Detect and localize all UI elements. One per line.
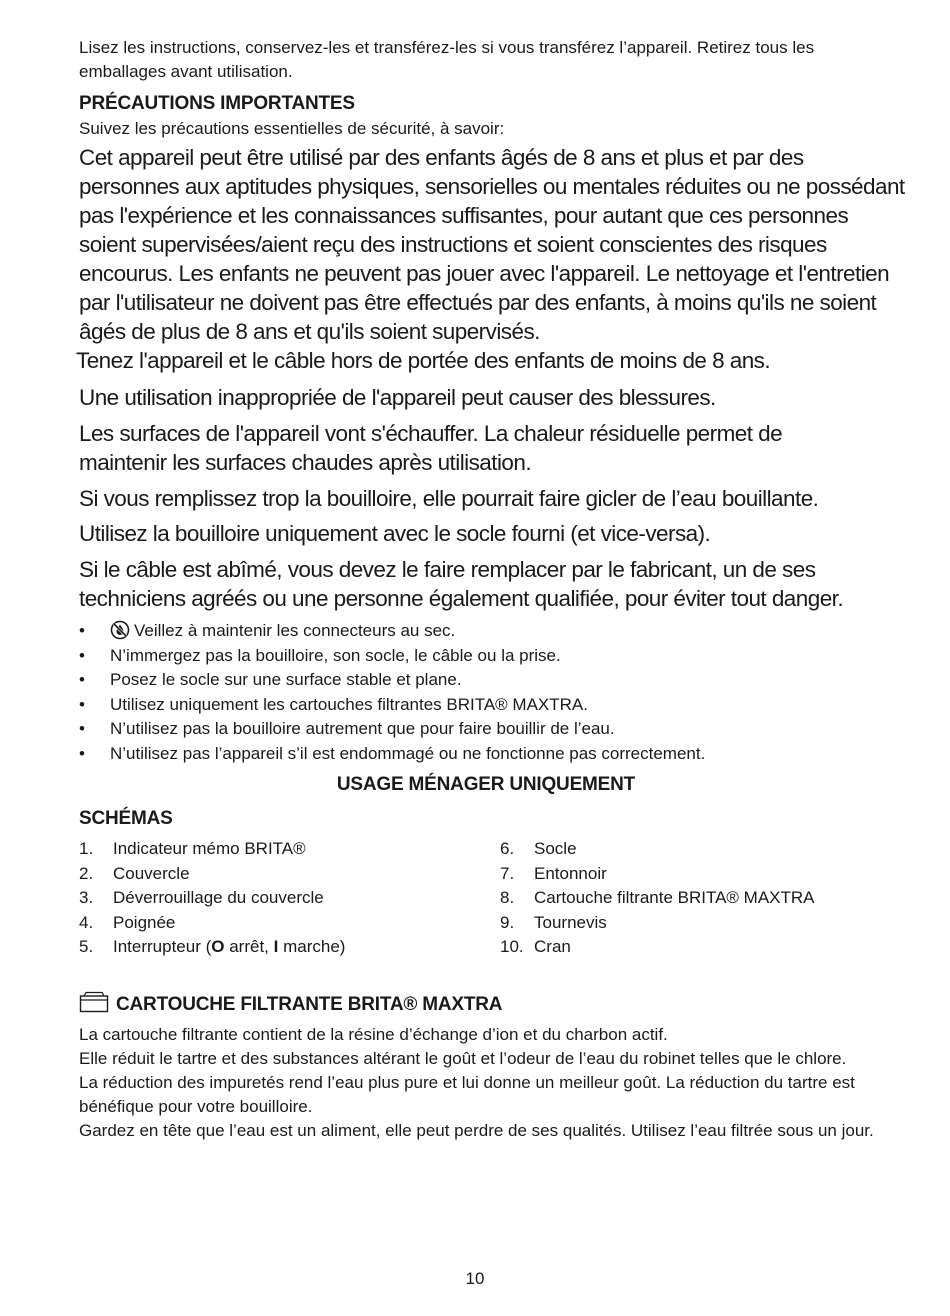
bullet-marker: • bbox=[79, 645, 85, 665]
list-item bbox=[79, 837, 489, 862]
bullet-text: N’utilisez pas l’appareil s’il est endommagé ou ne fonctionne pas correctement. bbox=[110, 743, 706, 763]
bullet-marker: • bbox=[79, 743, 85, 763]
list-item bbox=[79, 619, 919, 644]
precaution-paragraph: Utilisez la bouilloire uniquement avec le socle fourni (et vice-versa). bbox=[79, 521, 711, 546]
item-number: 7. bbox=[500, 863, 515, 883]
schemas-title: SCHÉMAS bbox=[79, 808, 173, 829]
precaution-paragraph: Si le câble est abîmé, vous devez le faire remplacer par le fabricant, un de ses techniciens agréés ou une personne également qualifiée, pour éviter tout danger. bbox=[79, 557, 844, 611]
cartridge-paragraph: La cartouche filtrante contient de la résine d’échange d’ion et du charbon actif. bbox=[79, 1025, 668, 1044]
item-label: marche) bbox=[278, 937, 346, 956]
precautions-bullet-list bbox=[79, 619, 919, 766]
list-item bbox=[500, 935, 920, 960]
bullet-marker: • bbox=[79, 694, 85, 714]
precautions-title: PRÉCAUTIONS IMPORTANTES bbox=[79, 93, 355, 114]
list-item bbox=[79, 935, 489, 960]
household-only-heading: USAGE MÉNAGER UNIQUEMENT bbox=[336, 774, 636, 795]
item-number: 3. bbox=[79, 888, 94, 907]
bullet-text: Posez le socle sur une surface stable et plane. bbox=[110, 670, 462, 689]
no-water-icon bbox=[110, 620, 130, 640]
item-number: 10. bbox=[500, 937, 524, 956]
list-item bbox=[79, 742, 919, 767]
precaution-paragraph: Cet appareil peut être utilisé par des enfants âgés de 8 ans et plus et par des personnes aux aptitudes physiques, sensorielles ou mentales réduites ou ne possédant pas l'expérience et les connaissances suffisantes, pour autant que ces personnes soient supervisées/aient reçu des instructions et soient conscientes des risques encourus. Les enfants ne peuvent pas jouer avec l'appareil. Le nettoyage et l'entretien par l'utilisateur ne doivent pas être effectués par des enfants, à moins qu'ils ne soient âgés de plus de 8 ans et qu'ils soient supervisés. bbox=[79, 145, 905, 344]
list-item bbox=[79, 693, 919, 718]
item-number: 6. bbox=[500, 839, 515, 858]
page-number: 10 bbox=[465, 1269, 485, 1288]
item-label: Interrupteur ( bbox=[113, 937, 212, 956]
item-number: 8. bbox=[500, 888, 515, 907]
item-number: 2. bbox=[79, 863, 94, 883]
precaution-paragraph: Une utilisation inappropriée de l'appareil peut causer des blessures. bbox=[79, 385, 716, 410]
cartridge-paragraph: La réduction des impuretés rend l’eau plus pure et lui donne un meilleur goût. La réduction du tartre est bénéfique pour votre bouilloire. bbox=[79, 1073, 855, 1116]
list-item bbox=[500, 886, 920, 911]
item-number: 1. bbox=[79, 839, 94, 858]
item-label: Tournevis bbox=[534, 912, 607, 932]
schemas-list-right bbox=[500, 837, 920, 960]
list-item bbox=[500, 911, 920, 936]
list-item bbox=[79, 886, 489, 911]
on-symbol: I bbox=[273, 937, 279, 956]
bullet-marker: • bbox=[79, 670, 85, 689]
cartridge-text bbox=[79, 1023, 914, 1143]
schemas-list-left bbox=[79, 837, 489, 960]
list-item bbox=[79, 911, 489, 936]
bullet-text: N’utilisez pas la bouilloire autrement que pour faire bouillir de l’eau. bbox=[110, 719, 615, 738]
intro-text: Lisez les instructions, conservez-les et transférez-les si vous transférez l’appareil. Retirez tous les emballages avant utilisation. bbox=[79, 38, 815, 81]
precaution-paragraph: Tenez l'appareil et le câble hors de portée des enfants de moins de 8 ans. bbox=[76, 348, 771, 373]
list-item bbox=[79, 644, 919, 669]
item-label: Poignée bbox=[113, 912, 176, 932]
precaution-paragraph: Les surfaces de l'appareil vont s'échauffer. La chaleur résiduelle permet de maintenir les surfaces chaudes après utilisation. bbox=[79, 421, 783, 475]
list-item bbox=[79, 668, 919, 693]
off-symbol: O bbox=[211, 937, 225, 956]
precautions-subtitle: Suivez les précautions essentielles de sécurité, à savoir: bbox=[79, 119, 505, 138]
list-item bbox=[79, 862, 489, 887]
item-label: Déverrouillage du couvercle bbox=[113, 888, 324, 907]
bullet-text: N’immergez pas la bouilloire, son socle, le câble ou la prise. bbox=[110, 645, 561, 665]
bullet-text: Veillez à maintenir les connecteurs au sec. bbox=[134, 621, 456, 640]
cartridge-paragraph: Elle réduit le tartre et des substances altérant le goût et l’odeur de l’eau du robinet telles que le chlore. bbox=[79, 1049, 847, 1068]
item-label: Cran bbox=[534, 937, 571, 956]
cartridge-icon bbox=[79, 991, 109, 1013]
bullet-marker: • bbox=[79, 719, 85, 738]
item-label: Entonnoir bbox=[534, 863, 607, 883]
cartridge-paragraph: Gardez en tête que l’eau est un aliment, elle peut perdre de ses qualités. Utilisez l’eau filtrée sous un jour. bbox=[79, 1121, 874, 1140]
item-label: Socle bbox=[534, 839, 577, 858]
list-item bbox=[500, 837, 920, 862]
item-label: Cartouche filtrante BRITA® MAXTRA bbox=[534, 888, 815, 907]
item-label: Couvercle bbox=[113, 863, 190, 883]
cartridge-heading bbox=[79, 991, 502, 1018]
list-item bbox=[79, 717, 919, 742]
bullet-text: Utilisez uniquement les cartouches filtrantes BRITA® MAXTRA. bbox=[110, 694, 588, 714]
item-number: 5. bbox=[79, 937, 94, 956]
item-label: Indicateur mémo BRITA® bbox=[113, 839, 306, 858]
bullet-marker: • bbox=[79, 621, 85, 640]
item-number: 9. bbox=[500, 912, 515, 932]
item-label: arrêt, bbox=[224, 937, 274, 956]
item-number: 4. bbox=[79, 912, 94, 932]
cartridge-title: CARTOUCHE FILTRANTE BRITA® MAXTRA bbox=[116, 994, 503, 1015]
list-item bbox=[500, 862, 920, 887]
precaution-paragraph: Si vous remplissez trop la bouilloire, elle pourrait faire gicler de l’eau bouillante. bbox=[79, 486, 819, 511]
